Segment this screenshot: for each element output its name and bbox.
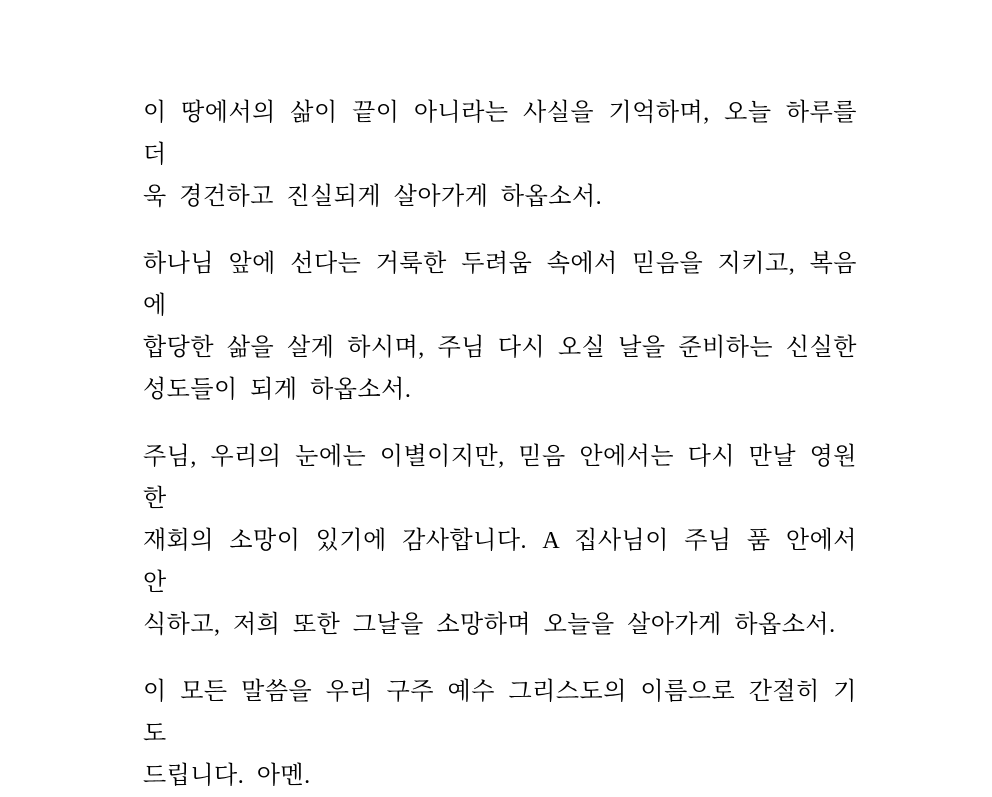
text-line: 식하고, 저희 또한 그날을 소망하며 오늘을 살아가게 하옵소서.	[143, 612, 836, 638]
text-line: 합당한 삶을 살게 하시며, 주님 다시 오실 날을 준비하는 신실한	[143, 335, 857, 361]
text-line: 드립니다. 아멘.	[143, 763, 311, 789]
text-line: 주님, 우리의 눈에는 이별이지만, 믿음 안에서는 다시 만날 영원한	[143, 444, 857, 512]
prayer-paragraph-1	[143, 92, 857, 218]
text-line: 이 땅에서의 삶이 끝이 아니라는 사실을 기억하며, 오늘 하루를 더	[143, 100, 857, 168]
text-line: 욱 경건하고 진실되게 살아가게 하옵소서.	[143, 184, 603, 210]
text-line: 하나님 앞에 선다는 거룩한 두려움 속에서 믿음을 지키고, 복음에	[143, 251, 857, 319]
prayer-paragraph-2	[143, 243, 857, 411]
text-line: 재회의 소망이 있기에 감사합니다. A 집사님이 주님 품 안에서 안	[143, 528, 857, 596]
text-line: 성도들이 되게 하옵소서.	[143, 377, 412, 403]
prayer-paragraph-4	[143, 671, 857, 797]
text-line: 이 모든 말씀을 우리 구주 예수 그리스도의 이름으로 간절히 기도	[143, 679, 857, 747]
prayer-paragraph-3	[143, 436, 857, 646]
